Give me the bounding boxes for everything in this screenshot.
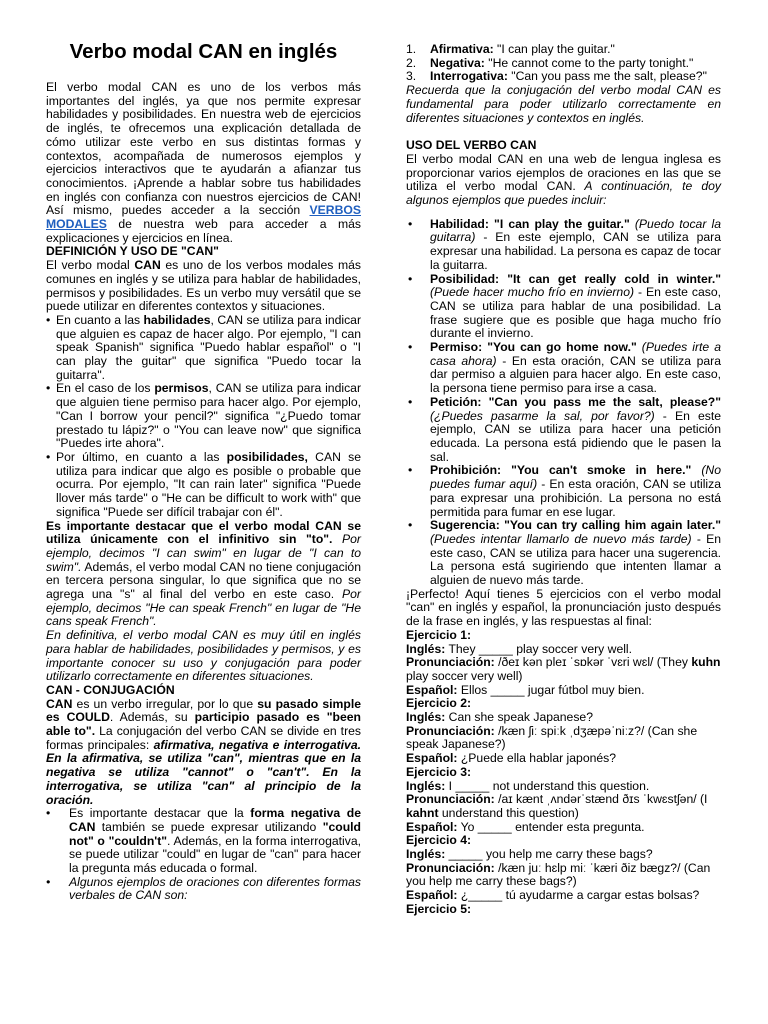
use-label: Posibilidad: "It can get really cold in winter.": [430, 271, 721, 286]
exercise-title: Ejercicio 5:: [406, 901, 472, 916]
english-label: Inglés:: [406, 847, 446, 862]
conj-text: La conjugación del verbo CAN se divide en tres formas principales:: [46, 724, 361, 752]
uses-intro-text: El verbo modal CAN en una web de lengua inglesa es proporcionar varios ejemplos de oraciones en las que se utiliza el verbo modal CAN.: [406, 151, 721, 194]
pronunciation-text: /kæn ʃiː spiːk ˌdʒæpəˈniːz?/ (Can she speak Japanese?): [406, 723, 698, 752]
item-text: "I can play the guitar.": [493, 42, 615, 56]
exercise-title: Ejercicio 2:: [406, 696, 472, 711]
use-translation: (Puedes irte a casa ahora): [430, 340, 722, 368]
spanish-sentence: ¿Puede ella hablar japonés?: [457, 751, 617, 766]
use-translation: (Puede hacer mucho frío en invierno): [430, 285, 635, 300]
english-label: Inglés:: [406, 710, 446, 725]
english-sentence: They _____ play soccer very well.: [445, 641, 633, 656]
use-translation: (No puedes fumar aquí): [430, 463, 721, 492]
use-description: - En esta oración, CAN se utiliza para dar permiso a alguien para hacer algo. En este caso, la persona tiene permiso para irse a casa.: [430, 353, 722, 396]
pronunciation-label: Pronunciación:: [406, 792, 495, 807]
page-title: Verbo modal CAN en inglés: [69, 40, 338, 63]
important-example: Por ejemplo, decimos "I can swim" en lugar de "I can to swim".: [46, 532, 361, 574]
conj-bold: participio pasado es "been able to".: [46, 710, 361, 739]
intro-text-end: de nuestra web para acceder a más explicaciones y ejercicios en línea.: [46, 217, 361, 245]
important-paragraph: [46, 520, 361, 630]
definition-text: El verbo modal: [46, 258, 135, 273]
conjugation-paragraph: [46, 698, 361, 808]
english-sentence: _____ you help me carry these bags?: [445, 847, 653, 862]
use-translation: (Puedo tocar la guitarra): [430, 216, 721, 245]
conj-text: . Además, su: [109, 710, 195, 725]
item-text-end: , CAN se utiliza para indicar que alguien tiene permiso para hacer algo. Por ejemplo, "Can I borrow your pencil?" significa "¿Puedo tomar prestado tu lápiz?" o "You can leave now" que significa "Puedes irte ahora".: [56, 381, 361, 451]
closing-paragraph: En definitiva, el verbo modal CAN es muy útil en inglés para hablar de habilidades, posibilidades y permisos, y es importante conocer su uso y conjugación para poder utilizarlo correctamente en diferentes situaciones.: [46, 628, 361, 684]
conj-text: es un verbo irregular, por lo que: [72, 696, 258, 711]
important-example-2: Por ejemplo, decimos "He can speak French" en lugar de "He cans speak French".: [46, 587, 361, 629]
left-column: [46, 40, 361, 903]
item-text-end: CAN se utiliza para indicar que algo es posible o probable que ocurra. Por ejemplo, "It can rain later" significa "Puede llover más tarde" o "He can be difficult to work with" que significa "Puede ser difícil trabajar con él".: [56, 449, 361, 519]
use-label: Petición: "Can you pass me the salt, please?": [430, 394, 721, 409]
definition-paragraph: [46, 259, 361, 314]
reminder-paragraph: Recuerda que la conjugación del verbo modal CAN es fundamental para poder utilizarlo correctamente en diferentes situaciones y contextos en inglés.: [406, 83, 721, 125]
exercise-title: Ejercicio 3:: [406, 764, 472, 779]
spanish-sentence: ¿_____ tú ayudarme a cargar estas bolsas?: [457, 888, 700, 903]
english-sentence: I _____ not understand this question.: [445, 778, 650, 793]
spanish-sentence: Yo _____ entender esta pregunta.: [457, 819, 645, 834]
item-bold: posibilidades,: [226, 449, 308, 464]
pronunciation-text: /ðeɪ kən pleɪ ˈsɒkər ˈvɛri wɛl/ (They: [494, 655, 692, 670]
item-bold: habilidades: [143, 312, 211, 327]
list-item: [46, 451, 361, 520]
exercise-title: Ejercicio 1:: [406, 627, 472, 642]
item-number: 3.: [406, 69, 417, 84]
list-item: [46, 314, 361, 383]
item-text: "Can you pass me the salt, please?": [507, 69, 707, 84]
list-item: [46, 382, 361, 451]
conjugation-notes-list: [46, 807, 361, 903]
spanish-label: Español:: [406, 751, 458, 766]
definition-text-end: es uno de los verbos modales más comunes en inglés y se utiliza para hablar de habilidades, permisos y posibilidades. Es un verbo muy versátil que se puede utilizar en diferentes contextos y situaciones.: [46, 258, 361, 314]
list-item: [406, 43, 721, 57]
forms-list: [406, 43, 721, 84]
right-column: [406, 43, 721, 917]
spanish-label: Español:: [406, 819, 458, 834]
list-item: • Algunos ejemplos de oraciones con diferentes formas verbales de CAN son:: [46, 876, 361, 903]
use-description: - En este ejemplo, CAN se utiliza para expresar una habilidad. La persona es capaz de tocar la guitarra.: [430, 230, 721, 272]
exercise-block: [406, 697, 721, 766]
list-item: [46, 807, 361, 876]
item-bold: permisos: [154, 381, 209, 396]
list-item: [406, 341, 721, 396]
spanish-sentence: Ellos _____ jugar fútbol muy bien.: [457, 682, 645, 697]
spacer: [406, 125, 721, 139]
pronunciation-end: play soccer very well): [406, 668, 523, 683]
exercise-block: [406, 629, 721, 698]
exercises-intro: ¡Perfecto! Aquí tienes 5 ejercicios con el verbo modal "can" en inglés y español, la pronunciación justo después de la frase en inglés, y las respuestas al final:: [406, 586, 721, 629]
item-text: En cuanto a las: [56, 312, 144, 327]
list-item: [406, 464, 721, 519]
use-description: - En este caso, CAN se utiliza para hablar de una posibilidad. La frase sugiere que es posible que haga mucho frío durante el invierno.: [430, 285, 721, 341]
item-bold: "could not" o "couldn't": [69, 819, 361, 848]
use-translation: (Puedes intentar llamarlo de nuevo más tarde): [430, 531, 692, 546]
pronunciation-text: /kæn juː hɛlp miː ˈkæri ðiz bægz?/ (Can you help me carry these bags?): [406, 860, 711, 889]
list-item: [406, 519, 721, 588]
item-text-end: , CAN se utiliza para indicar que alguien es capaz de hacer algo. Por ejemplo, "I can speak Spanish" significa "Puedo hablar español" o "I can play the guitar" que significa "Puedo tocar la guitarra".: [56, 312, 362, 382]
item-text: "He cannot come to the party tonight.": [484, 55, 694, 70]
pronunciation-bold: kahnt: [406, 805, 439, 820]
uses-heading: USO DEL VERBO CAN: [406, 138, 537, 153]
exercise-block: [406, 834, 721, 903]
list-item: [406, 70, 721, 84]
item-text: En el caso de los: [56, 381, 155, 396]
uses-intro-italic: A continuación, te doy algunos ejemplos que puedes incluir:: [406, 179, 721, 208]
pronunciation-end: understand this question): [438, 805, 579, 820]
pronunciation-label: Pronunciación:: [406, 723, 495, 738]
intro-text: El verbo modal CAN es uno de los verbos más importantes del inglés, ya que nos permite expresar habilidades y posibilidades. En nuestra web de ejercicios de inglés, te ofrecemos una explicación detallada de cómo utilizar este verbo en sus distintas formas y contextos, acompañada de numerosos ejemplos y ejercicios interactivos que te ayudarán a afianzar tus conocimientos. ¡Aprende a hablar sobre tus habilidades en inglés con confianza con nuestros ejercicios de CAN! Así mismo, puedes acceder a la sección: [46, 80, 361, 218]
item-label: Afirmativa:: [430, 42, 494, 56]
use-label: Permiso: "You can go home now.": [430, 340, 637, 355]
english-label: Inglés:: [406, 641, 446, 656]
english-label: Inglés:: [406, 778, 446, 793]
english-sentence: Can she speak Japanese?: [445, 710, 593, 725]
important-text: Además, el verbo modal CAN no tiene conjugación en tercera persona singular, lo que significa que no se agrega una "s" al final del verbo en este caso.: [46, 559, 361, 602]
important-bold: Es importante destacar que el verbo modal CAN se utiliza únicamente con el infinitivo sin "to".: [46, 518, 361, 547]
item-text: Por último, en cuanto a las: [56, 449, 227, 464]
use-description: - En esta oración, CAN se utiliza para expresar una prohibición. La persona no está permitida para fumar en ese lugar.: [430, 477, 721, 519]
conj-bold: su pasado simple es COULD: [46, 696, 361, 725]
uses-intro: [406, 153, 721, 208]
exercise-block: [406, 766, 721, 835]
use-label: Sugerencia: "You can try calling him again later.": [430, 518, 721, 533]
uses-list: [406, 218, 721, 588]
uses-summary-list: [46, 314, 361, 520]
use-description: - En este ejemplo, CAN se utiliza para hacer una petición educada. La persona está pidiendo que le pasen la sal.: [430, 408, 721, 464]
conj-bold-italic: afirmativa, negativa e interrogativa: [153, 737, 358, 752]
use-label: Habilidad: "I can play the guitar.": [430, 216, 630, 231]
item-label: Negativa:: [430, 55, 485, 70]
item-text-end: . Además, en la forma interrogativa, se puede utilizar "could" en lugar de "can" para hacer la pregunta más educada o formal.: [69, 833, 361, 876]
conj-bold: CAN: [46, 696, 73, 711]
definition-bold: CAN: [134, 258, 161, 273]
item-label: Interrogativa:: [430, 69, 508, 84]
spanish-label: Español:: [406, 682, 458, 697]
pronunciation-text: /aɪ kænt ˌʌndərˈstænd ðɪs ˈkwɛstʃən/ (I: [494, 792, 708, 807]
exercise-title: Ejercicio 4:: [406, 833, 472, 848]
item-number: 2.: [406, 55, 417, 70]
conjugation-heading: CAN - CONJUGACIÓN: [46, 682, 175, 697]
pronunciation-label: Pronunciación:: [406, 860, 495, 875]
intro-paragraph: [46, 81, 361, 245]
pronunciation-label: Pronunciación:: [406, 655, 495, 670]
list-item: [406, 218, 721, 273]
use-description: - En este caso, CAN se utiliza para hacer una sugerencia. La persona está sugiriendo que intenten llamar a alguien de nuevo más tarde.: [430, 531, 721, 588]
list-item: [406, 57, 721, 71]
conj-bold-italic: . En la afirmativa, se utiliza "can", mientras que en la negativa se utiliza "cannot" o "can't". En la interrogativa, se utiliza "can" al principio de la oración.: [46, 737, 361, 807]
item-number: 1.: [406, 42, 417, 56]
spanish-label: Español:: [406, 888, 458, 903]
use-label: Prohibición: "You can't smoke in here.": [430, 463, 692, 478]
verbos-modales-link[interactable]: VERBOS MODALES: [46, 203, 361, 232]
item-text: también se puede expresar utilizando: [95, 819, 323, 834]
use-translation: (¿Puedes pasarme la sal, por favor?): [430, 408, 655, 423]
item-text: Es importante destacar que la: [69, 806, 251, 821]
pronunciation-bold: kuhn: [691, 655, 721, 670]
list-item: [406, 273, 721, 342]
definition-heading: DEFINICIÓN Y USO DE "CAN": [46, 244, 219, 259]
item-bold: forma negativa de CAN: [69, 806, 361, 834]
list-item: [406, 396, 721, 465]
